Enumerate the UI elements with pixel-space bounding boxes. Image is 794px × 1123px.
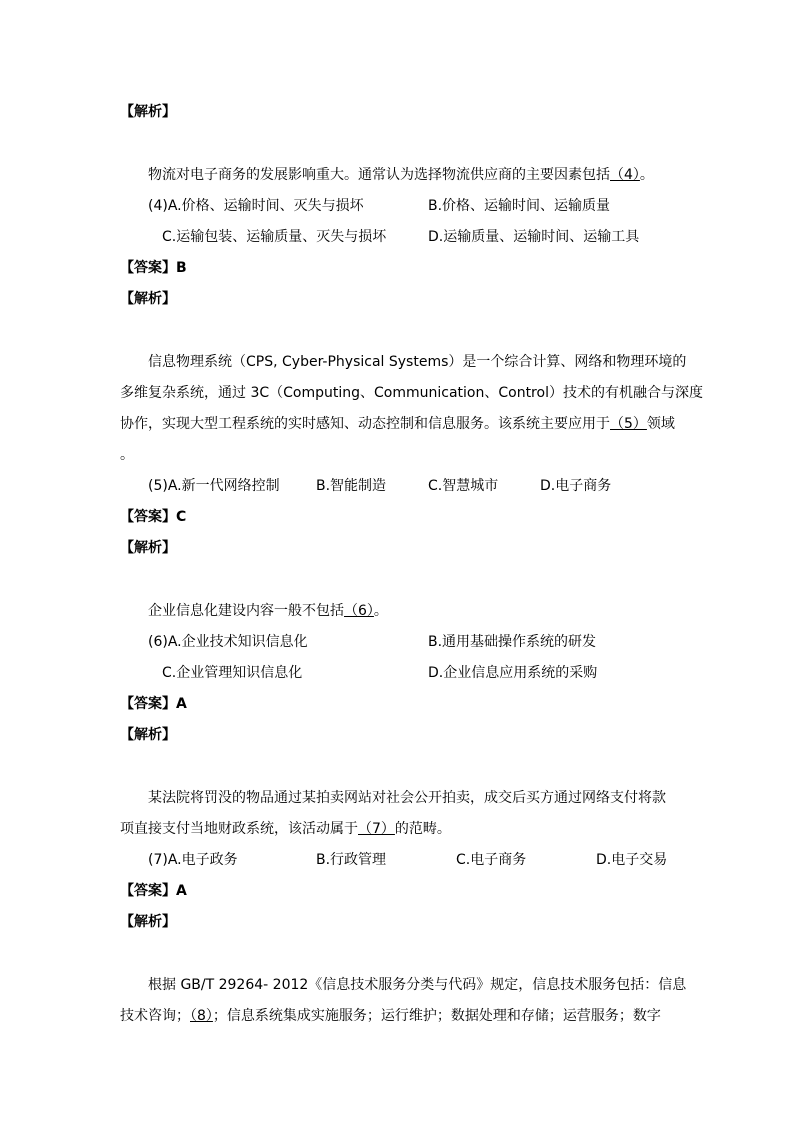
question-8-line-2: 技术咨询；（8）；信息系统集成实施服务；运行维护；数据处理和存储；运营服务；数字 xyxy=(120,1008,661,1024)
option-5c: C.智慧城市 xyxy=(428,478,499,494)
answer-6: 【答案】A xyxy=(120,696,187,712)
question-5-line-4: 。 xyxy=(120,447,134,463)
option-4c: C.运输包装、运输质量、灭失与损坏 xyxy=(162,229,387,245)
answer-7: 【答案】A xyxy=(120,883,187,899)
option-6c: C.企业管理知识信息化 xyxy=(162,665,303,681)
question-4-stem: 物流对电子商务的发展影响重大。通常认为选择物流供应商的主要因素包括（4）。 xyxy=(148,167,654,183)
analysis-4: 【解析】 xyxy=(120,291,176,307)
option-5d: D.电子商务 xyxy=(540,478,612,494)
question-5-line-3: 协作，实现大型工程系统的实时感知、动态控制和信息服务。该系统主要应用于（5）领域 xyxy=(120,416,675,432)
question-5-line-2: 多维复杂系统，通过 3C（Computing、Communication、Control）技术的有机融合与深度 xyxy=(120,385,703,401)
option-7d: D.电子交易 xyxy=(596,852,668,868)
blank-4: （4） xyxy=(610,167,640,183)
question-8-line-1: 根据 GB/T 29264- 2012《信息技术服务分类与代码》规定，信息技术服务包括：信息 xyxy=(148,977,687,993)
option-4b: B.价格、运输时间、运输质量 xyxy=(428,198,611,214)
analysis-6: 【解析】 xyxy=(120,727,176,743)
answer-4: 【答案】B xyxy=(120,260,187,276)
option-7c: C.电子商务 xyxy=(456,852,527,868)
analysis-label: 【解析】 xyxy=(120,104,176,120)
blank-7: （7） xyxy=(358,821,395,837)
option-6a: (6)A.企业技术知识信息化 xyxy=(148,634,308,650)
question-7-line-1: 某法院将罚没的物品通过某拍卖网站对社会公开拍卖，成交后买方通过网络支付将款 xyxy=(148,790,666,806)
analysis-5: 【解析】 xyxy=(120,540,176,556)
blank-8: （8） xyxy=(190,1008,213,1024)
answer-5: 【答案】C xyxy=(120,509,187,525)
option-7b: B.行政管理 xyxy=(316,852,387,868)
option-4a: (4)A.价格、运输时间、灭失与损坏 xyxy=(148,198,364,214)
analysis-7: 【解析】 xyxy=(120,914,176,930)
question-7-line-2: 项直接支付当地财政系统，该活动属于（7）的范畴。 xyxy=(120,821,451,837)
option-4d: D.运输质量、运输时间、运输工具 xyxy=(428,229,640,245)
question-6-stem: 企业信息化建设内容一般不包括（6）。 xyxy=(148,603,388,619)
blank-5: （5） xyxy=(610,416,647,432)
option-6d: D.企业信息应用系统的采购 xyxy=(428,665,598,681)
question-5-line-1: 信息物理系统（CPS, Cyber-Physical Systems）是一个综合计算、网络和物理环境的 xyxy=(148,354,687,370)
option-6b: B.通用基础操作系统的研发 xyxy=(428,634,597,650)
option-5b: B.智能制造 xyxy=(316,478,387,494)
option-7a: (7)A.电子政务 xyxy=(148,852,238,868)
blank-6: （6） xyxy=(344,603,374,619)
option-5a: (5)A.新一代网络控制 xyxy=(148,478,280,494)
